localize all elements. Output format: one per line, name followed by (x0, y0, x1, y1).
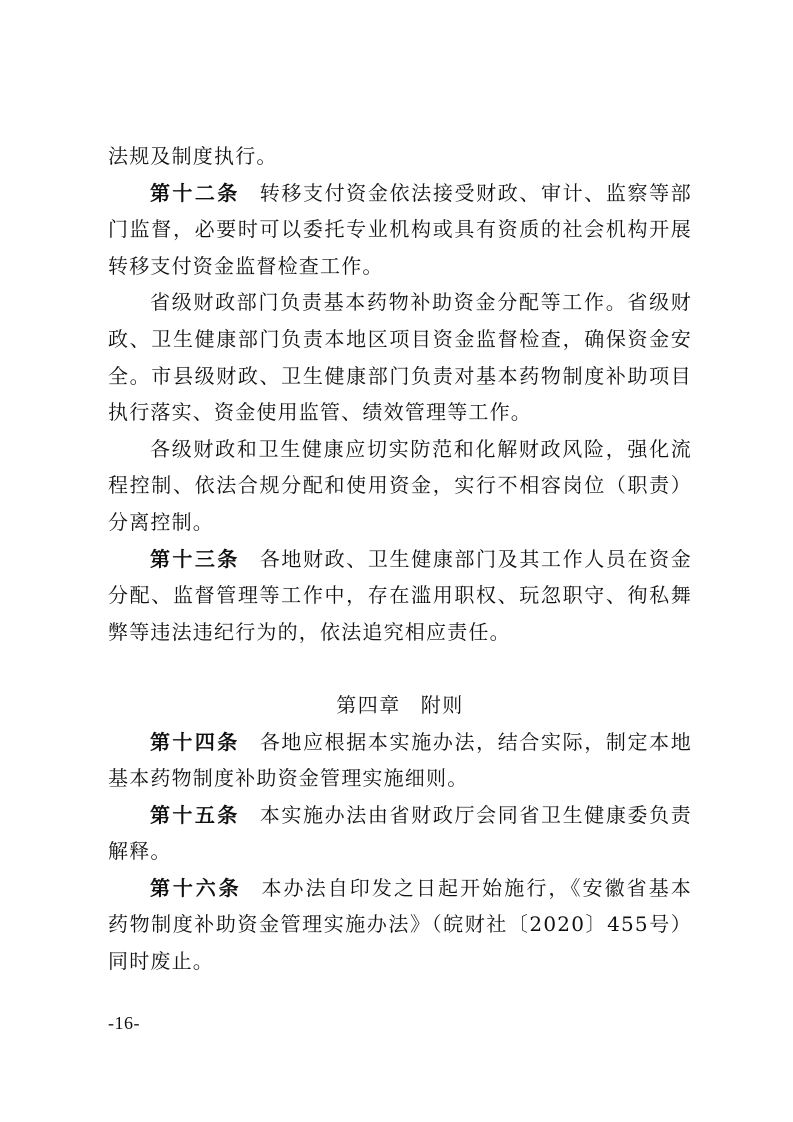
article-13 (108, 541, 692, 651)
article-label: 第十六条 (150, 875, 242, 900)
page-number: -16- (108, 1013, 140, 1033)
paragraph-text: 各级财政和卫生健康应切实防范和化解财政风险，强化流程控制、依法合规分配和使用资金，实行不相容岗位（职责）分离控制。 (108, 436, 692, 534)
article-text: 本办法自印发之日起开始施行，《安徽省基本药物制度补助资金管理实施办法》（皖财社〔2020〕455号）同时废止。 (108, 875, 693, 974)
paragraph-text: 省级财政部门负责基本药物补助资金分配等工作。省级财政、卫生健康部门负责本地区项目资金监督检查，确保资金安全。市县级财政、卫生健康部门负责对基本药物制度补助项目执行落实、资金使用监管、绩效管理等工作。 (108, 290, 692, 425)
document-body (108, 138, 692, 980)
article-text: 各地财政、卫生健康部门及其工作人员在资金分配、监督管理等工作中，存在滥用职权、玩忽职守、徇私舞弊等违法违纪行为的，依法追究相应责任。 (108, 546, 693, 644)
article-label: 第十五条 (150, 802, 240, 827)
paragraph-provincial-duties (108, 284, 692, 430)
paragraph-text: 法规及制度执行。 (108, 144, 278, 168)
paragraph-risk-control (108, 431, 692, 541)
article-label: 第十二条 (150, 180, 240, 205)
article-text: 本实施办法由省财政厅会同省卫生健康委负责解释。 (108, 802, 693, 864)
article-text: 各地应根据本实施办法，结合实际，制定本地基本药物制度补助资金管理实施细则。 (108, 729, 693, 791)
article-label: 第十四条 (150, 729, 240, 754)
article-text: 转移支付资金依法接受财政、审计、监察等部门监督，必要时可以委托专业机构或具有资质的社会机构开展转移支付资金监督检查工作。 (108, 180, 693, 278)
article-12 (108, 175, 692, 285)
chapter-heading (108, 687, 692, 724)
article-label: 第十三条 (150, 546, 240, 571)
article-16 (108, 870, 692, 980)
chapter-title: 附则 (420, 692, 464, 717)
article-15 (108, 797, 692, 870)
chapter-number: 第四章 (336, 692, 401, 717)
continued-paragraph (108, 138, 692, 175)
article-14 (108, 724, 692, 797)
